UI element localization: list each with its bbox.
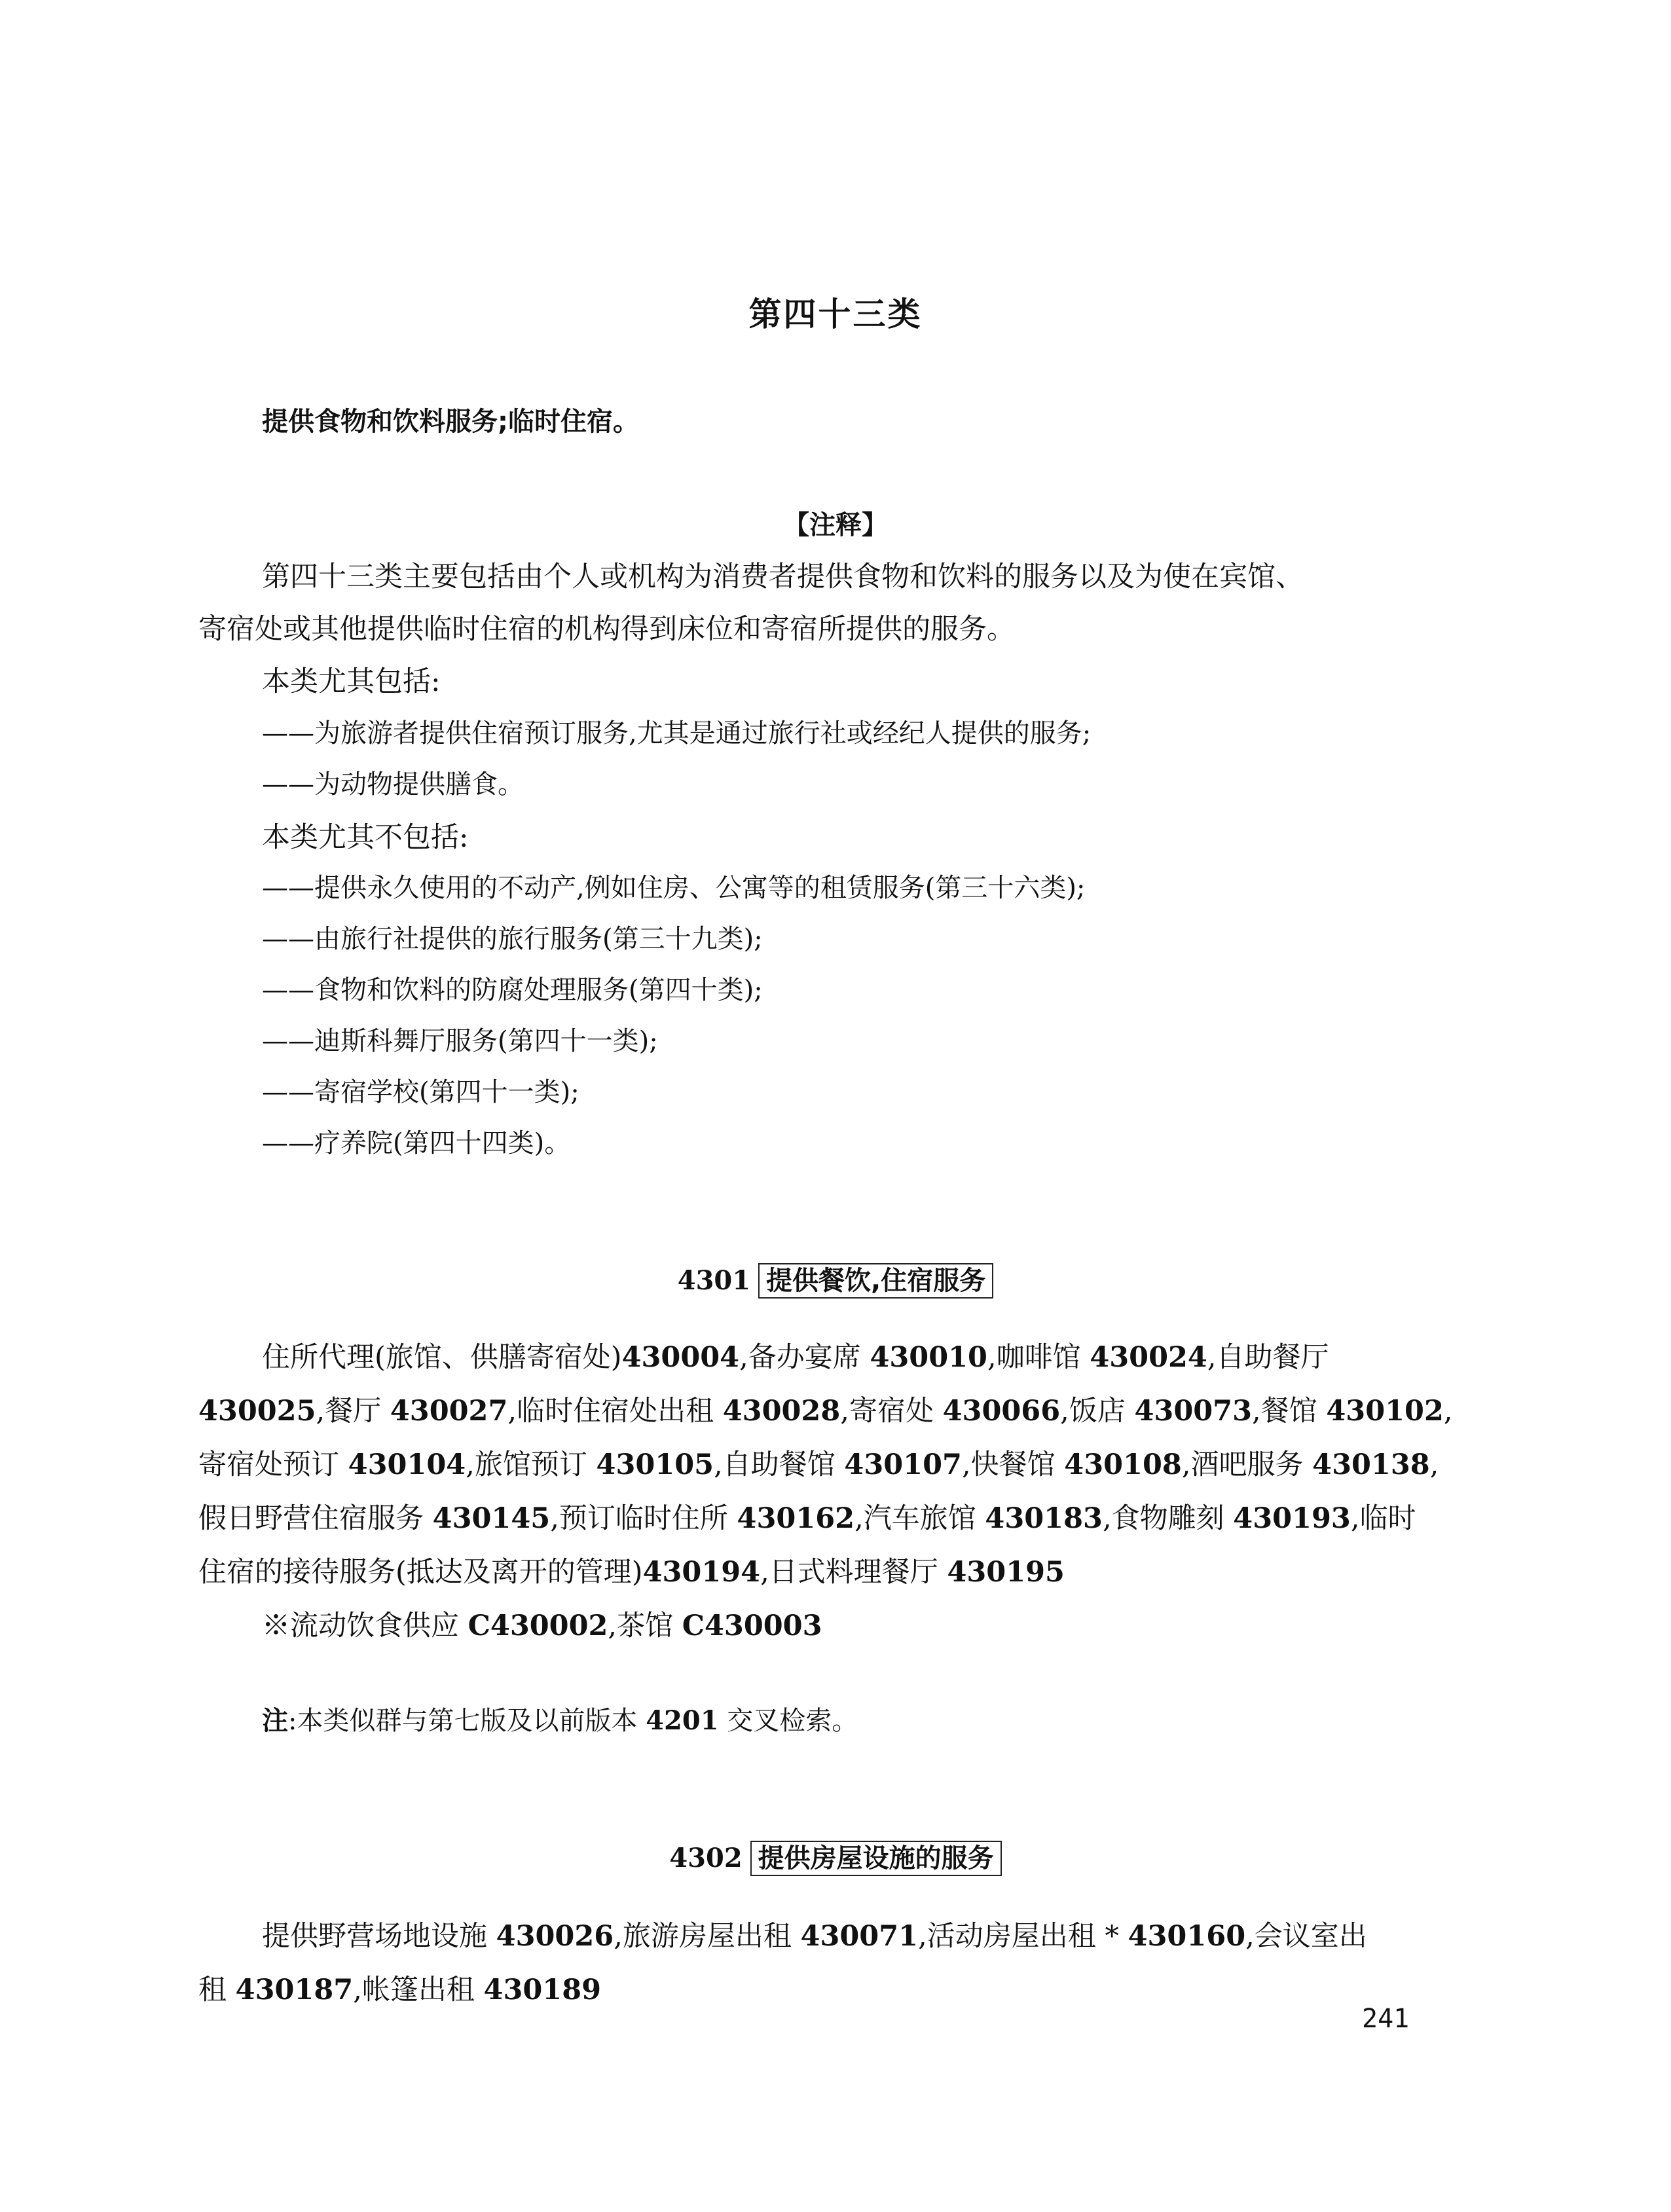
item-code: 430024 xyxy=(1090,1341,1207,1374)
item-text: ,自助餐厅 xyxy=(1207,1341,1329,1374)
item-code: 430138 xyxy=(1312,1448,1430,1481)
item-text: 寄宿处预订 xyxy=(198,1448,348,1481)
note-exclude-item: ——由旅行社提供的旅行服务(第三十九类); xyxy=(262,924,763,954)
item-code: 430187 xyxy=(235,1974,354,2006)
item-text: , xyxy=(1429,1448,1439,1481)
class-title: 第四十三类 xyxy=(748,295,923,333)
item-text: 住所代理(旅馆、供膳寄宿处) xyxy=(262,1341,622,1374)
item-line xyxy=(262,1341,1329,1374)
item-text: 租 xyxy=(198,1974,236,2006)
item-code: 430183 xyxy=(985,1502,1103,1535)
group-note xyxy=(262,1705,858,1736)
item-code: 430195 xyxy=(947,1556,1065,1589)
item-line xyxy=(198,1558,1065,1587)
note-line: 寄宿处或其他提供临时住宿的机构得到床位和寄宿所提供的服务。 xyxy=(198,613,1015,646)
item-code: 430073 xyxy=(1134,1395,1253,1428)
note-exclude-item: ——寄宿学校(第四十一类); xyxy=(262,1077,579,1107)
item-text: ,旅游房屋出租 xyxy=(614,1920,801,1953)
note-include-item: ——为旅游者提供住宿预订服务,尤其是通过旅行社或经纪人提供的服务; xyxy=(262,718,1092,748)
note-exclude-item: ——提供永久使用的不动产,例如住房、公寓等的租赁服务(第三十六类); xyxy=(262,873,1086,903)
group-4302-heading xyxy=(0,1837,1671,1875)
item-line xyxy=(198,1976,601,2004)
item-code: 430160 xyxy=(1128,1920,1246,1953)
item-code: 430104 xyxy=(348,1448,466,1481)
item-text: ,旅馆预订 xyxy=(466,1448,597,1481)
note-line: 本类尤其包括: xyxy=(262,665,441,698)
item-code: 430145 xyxy=(432,1502,551,1535)
group-title: 提供餐饮,住宿服务 xyxy=(758,1263,993,1299)
item-text: ,帐篷出租 xyxy=(353,1974,484,2006)
item-code: 430162 xyxy=(737,1502,855,1535)
note-exclude-item: ——迪斯科舞厅服务(第四十一类); xyxy=(262,1026,658,1056)
note-exclude-item: ——食物和饮料的防腐处理服务(第四十类); xyxy=(262,975,763,1005)
item-code: 430105 xyxy=(596,1448,714,1481)
item-text: ,饭店 xyxy=(1060,1395,1135,1428)
item-code: 430025 xyxy=(198,1395,316,1428)
class-heading: 提供食物和饮料服务;临时住宿。 xyxy=(262,407,639,437)
item-code: 430066 xyxy=(942,1395,1061,1428)
note-title: 【注释】 xyxy=(783,510,888,540)
group-code: 4302 xyxy=(669,1843,743,1873)
page-number: 241 xyxy=(1362,2004,1410,2034)
item-text: ,自助餐馆 xyxy=(714,1448,845,1481)
item-text: 提供野营场地设施 xyxy=(262,1920,496,1953)
item-text: ,茶馆 xyxy=(608,1610,682,1642)
item-code: 430193 xyxy=(1233,1502,1351,1535)
item-text: ,寄宿处 xyxy=(840,1395,943,1428)
item-text: ,日式料理餐厅 xyxy=(760,1556,947,1589)
item-text: 交叉检索。 xyxy=(718,1706,858,1736)
item-line xyxy=(262,1920,1367,1953)
item-text: ,咖啡馆 xyxy=(987,1341,1090,1374)
item-code: 430107 xyxy=(844,1448,962,1481)
item-text: ,活动房屋出租 * xyxy=(918,1920,1128,1953)
item-code: 430028 xyxy=(722,1395,841,1428)
item-text: ,备办宴席 xyxy=(739,1341,870,1374)
item-line xyxy=(198,1397,1453,1426)
item-text: ,临时 xyxy=(1350,1502,1416,1535)
item-text: ,餐馆 xyxy=(1252,1395,1327,1428)
item-code: 430010 xyxy=(870,1341,987,1374)
item-text: ,快餐馆 xyxy=(961,1448,1065,1481)
group-title: 提供房屋设施的服务 xyxy=(750,1841,1002,1876)
note-line: 第四十三类主要包括由个人或机构为消费者提供食物和饮料的服务以及为使在宾馆、 xyxy=(262,561,1304,593)
item-text: ,会议室出 xyxy=(1245,1920,1367,1953)
item-text: ,预订临时住所 xyxy=(550,1502,737,1535)
item-text: ,汽车旅馆 xyxy=(854,1502,985,1535)
cross-reference-line xyxy=(262,1612,822,1640)
item-text: ,酒吧服务 xyxy=(1181,1448,1313,1481)
item-text: 住宿的接待服务(抵达及离开的管理) xyxy=(198,1556,643,1589)
note-exclude-item: ——疗养院(第四十四类)。 xyxy=(262,1128,571,1158)
item-line xyxy=(198,1448,1439,1481)
item-code: 430194 xyxy=(642,1556,761,1589)
item-code: 430108 xyxy=(1064,1448,1182,1481)
item-code: 430071 xyxy=(800,1920,919,1953)
item-text: 假日野营住宿服务 xyxy=(198,1502,433,1535)
item-code: C430003 xyxy=(682,1610,822,1642)
group-4301-heading xyxy=(0,1260,1671,1297)
item-line xyxy=(198,1502,1416,1535)
item-code: 430004 xyxy=(621,1341,740,1374)
item-code: 4201 xyxy=(646,1705,719,1736)
item-text: ※流动饮食供应 xyxy=(262,1610,468,1642)
item-code: 430027 xyxy=(390,1395,508,1428)
note-include-item: ——为动物提供膳食。 xyxy=(262,769,524,800)
item-code: 430026 xyxy=(496,1920,614,1953)
item-code: 430189 xyxy=(483,1974,602,2006)
item-text: ,食物雕刻 xyxy=(1102,1502,1234,1535)
item-code: C430002 xyxy=(468,1610,608,1642)
item-text: ,临时住宿处出租 xyxy=(507,1395,723,1428)
item-code: 430102 xyxy=(1326,1395,1444,1428)
item-text: ,餐厅 xyxy=(316,1395,390,1428)
item-text: :本类似群与第七版及以前版本 xyxy=(288,1706,646,1736)
group-code: 4301 xyxy=(677,1265,751,1296)
item-text: , xyxy=(1443,1395,1453,1428)
item-code: 注 xyxy=(262,1705,288,1736)
note-line: 本类尤其不包括: xyxy=(262,821,469,854)
